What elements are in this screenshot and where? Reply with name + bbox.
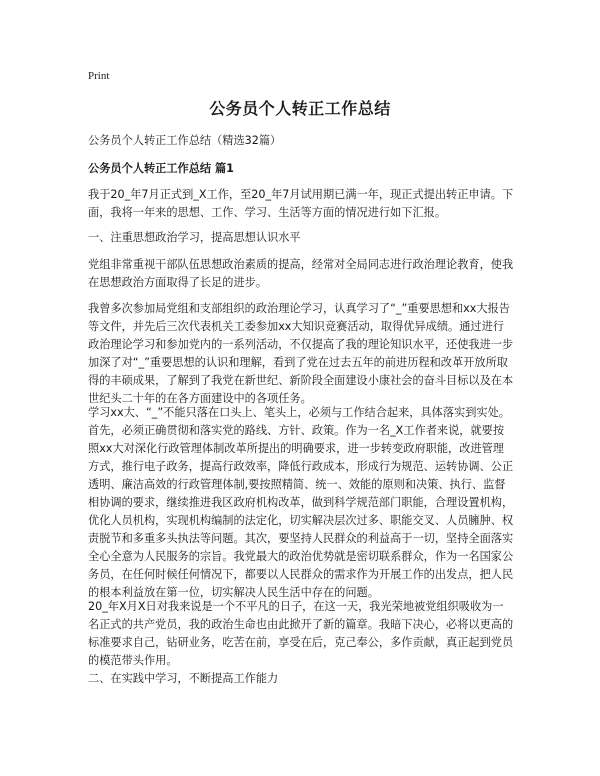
paragraph: 党组非常重视干部队伍思想政治素质的提高，经常对全局同志进行政治理论教育，使我在思想政治方面取得了长足的进步。	[88, 258, 514, 289]
section-heading: 公务员个人转正工作总结 篇1	[88, 162, 234, 175]
document-subtitle: 公务员个人转正工作总结（精选32篇）	[88, 134, 282, 147]
section-title: 二、在实践中学习，不断提高工作能力	[88, 672, 279, 685]
paragraph: 我于20_年7月正式到_X工作，至20_年7月试用期已满一年，现正式提出转正申请。下面，我将一年来的思想、工作、学习、生活等方面的情况进行如下汇报。	[88, 188, 514, 219]
paragraph: 20_年X月X日对我来说是一个不平凡的日子，在这一天，我光荣地被党组织吸收为一名正式的共产党员，我的政治生命也由此掀开了新的篇章。我暗下决心，必将以更高的标准要求自己，钻研业务，吃苦在前，享受在后，克己奉公，多作贡献，真正起到党员的模范带头作用。	[88, 600, 514, 667]
document-title: 公务员个人转正工作总结	[209, 99, 391, 118]
print-label[interactable]: Print	[88, 70, 110, 82]
paragraph: 我曾多次参加局党组和支部组织的政治理论学习，认真学习了“_”重要思想和xx大报告等文件，并先后三次代表机关工委参加xx大知识竞赛活动，取得优异成绩。通过进行政治理论学习和参加党内的一系列活动，不仅提高了我的理论知识水平，还使我进一步加深了对“_”重要思想的认识和理解，看到了党在过去五年的前进历程和改革开放所取得的丰硕成果，了解到了我党在新世纪、新阶段全面建设小康社会的奋斗目标以及在本世纪头二十年的在各方面建设中的各项任务。	[88, 302, 514, 405]
paragraph: 学习xx大、“_”不能只落在口头上、笔头上，必须与工作结合起来，具体落实到实处。首先，必须正确贯彻和落实党的路线、方针、政策。作为一名_X工作者来说，就要按照xx大对深化行政管理体制改革所提出的明确要求，进一步转变政府职能，改进管理方式，推行电子政务，提高行政效率，降低行政成本，形成行为规范、运转协调、公正透明、廉洁高效的行政管理体制,要按照精简、统一、效能的原则和决策、执行、监督相协调的要求，继续推进我区政府机构改革，做到科学规范部门职能，合理设置机构，优化人员机构，实现机构编制的法定化，切实解决层次过多、职能交叉、人员臃肿、权责脱节和多重多头执法等问题。其次，要坚持人民群众的利益高于一切，坚持全面落实全心全意为人民服务的宗旨。我党最大的政治优势就是密切联系群众，作为一名国家公务员，在任何时候任何情况下，都要以人民群众的需求作为开展工作的出发点，把人民的根本利益放在第一位，切实解决人民生活中存在的问题。	[88, 406, 514, 599]
section-title: 一、注重思想政治学习，提高思想认识水平	[88, 231, 301, 244]
